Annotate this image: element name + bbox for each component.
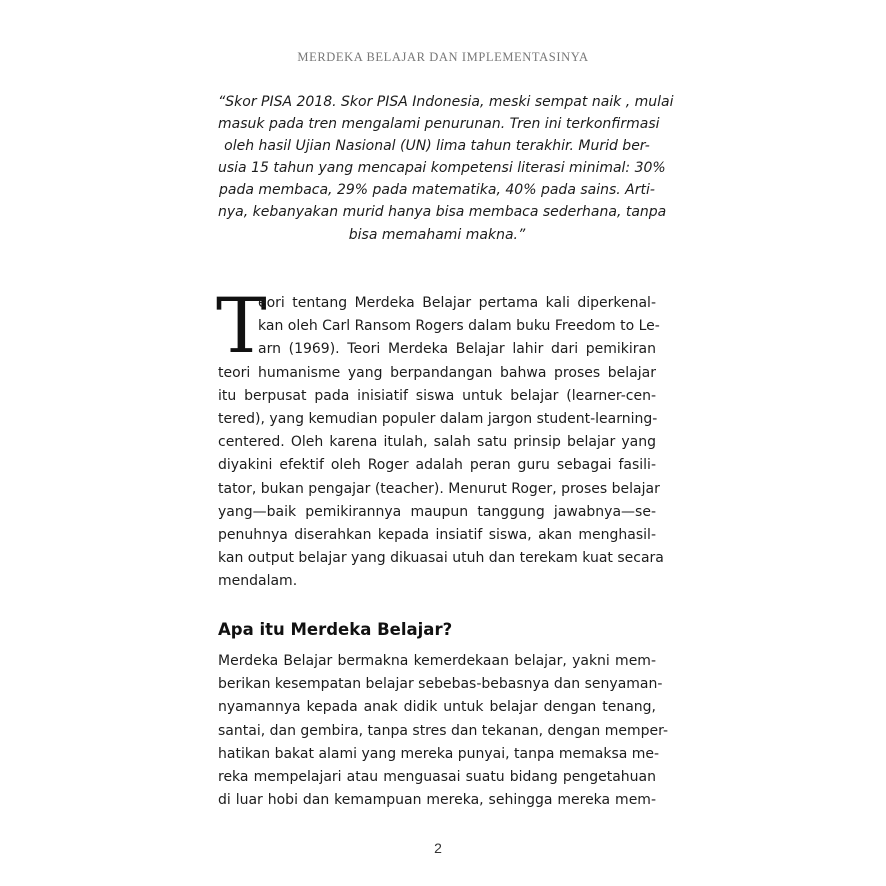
paragraph-line: eori tentang Merdeka Belajar pertama kali diperkenal- <box>258 295 656 311</box>
paragraph-line: hatikan bakat alami yang mereka punyai, tanpa memaksa me- <box>218 745 660 762</box>
paragraph-intro <box>218 292 664 593</box>
quote-line: nya, kebanyakan murid hanya bisa membaca sederhana, tanpa <box>218 204 667 221</box>
paragraph-definition <box>218 650 669 812</box>
section-heading: Apa itu Merdeka Belajar? <box>218 620 453 639</box>
page-number: 2 <box>434 840 442 856</box>
paragraph-line: arn (1969). Teori Merdeka Belajar lahir dari pemikiran <box>258 341 656 358</box>
paragraph-line: berikan kesempatan belajar sebebas-bebasnya dan senyaman- <box>218 676 663 693</box>
drop-cap: T <box>216 281 267 370</box>
paragraph-line: centered. Oleh karena itulah, salah satu prinsip belajar yang <box>218 434 656 451</box>
paragraph-line: kan output belajar yang dikuasai utuh dan terekam kuat secara <box>218 550 664 567</box>
quote-line: masuk pada tren mengalami penurunan. Tren ini terkonfirmasi <box>218 116 660 133</box>
paragraph-line: di luar hobi dan kemampuan mereka, sehingga mereka mem- <box>218 792 656 809</box>
paragraph-line: teori humanisme yang berpandangan bahwa proses belajar <box>218 364 656 381</box>
paragraph-line: mendalam. <box>218 573 298 590</box>
paragraph-line: itu berpusat pada inisiatif siswa untuk belajar (learner-cen- <box>218 387 656 404</box>
paragraph-line: nyamannya kepada anak didik untuk belajar dengan tenang, <box>218 699 656 716</box>
quote-line: pada membaca, 29% pada matematika, 40% pada sains. Arti- <box>219 182 655 199</box>
quote-line: usia 15 tahun yang mencapai kompetensi literasi minimal: 30% <box>218 160 666 177</box>
pull-quote <box>218 91 674 246</box>
paragraph-line: Merdeka Belajar bermakna kemerdekaan belajar, yakni mem- <box>218 653 656 669</box>
quote-line: oleh hasil Ujian Nasional (UN) lima tahun terakhir. Murid ber- <box>224 138 650 155</box>
paragraph-line: yang—baik pemikirannya maupun tanggung jawabnya—se- <box>218 503 656 520</box>
paragraph-line: tator, bukan pengajar (teacher). Menurut Roger, proses belajar <box>218 480 660 497</box>
quote-line: bisa memahami makna.” <box>348 226 526 243</box>
running-header: MERDEKA BELAJAR DAN IMPLEMENTASINYA <box>297 50 589 64</box>
paragraph-line: diyakini efektif oleh Roger adalah peran guru sebagai fasili- <box>218 457 656 474</box>
paragraph-line: santai, dan gembira, tanpa stres dan tekanan, dengan memper- <box>218 722 669 739</box>
paragraph-line: penuhnya diserahkan kepada insiatif siswa, akan menghasil- <box>218 526 656 543</box>
paragraph-line: reka mempelajari atau menguasai suatu bidang pengetahuan <box>218 768 656 785</box>
paragraph-line: tered), yang kemudian populer dalam jargon student-learning- <box>218 410 658 427</box>
quote-line: “Skor PISA 2018. Skor PISA Indonesia, meski sempat naik , mulai <box>218 94 674 110</box>
paragraph-line: kan oleh Carl Ransom Rogers dalam buku Freedom to Le- <box>258 318 660 335</box>
